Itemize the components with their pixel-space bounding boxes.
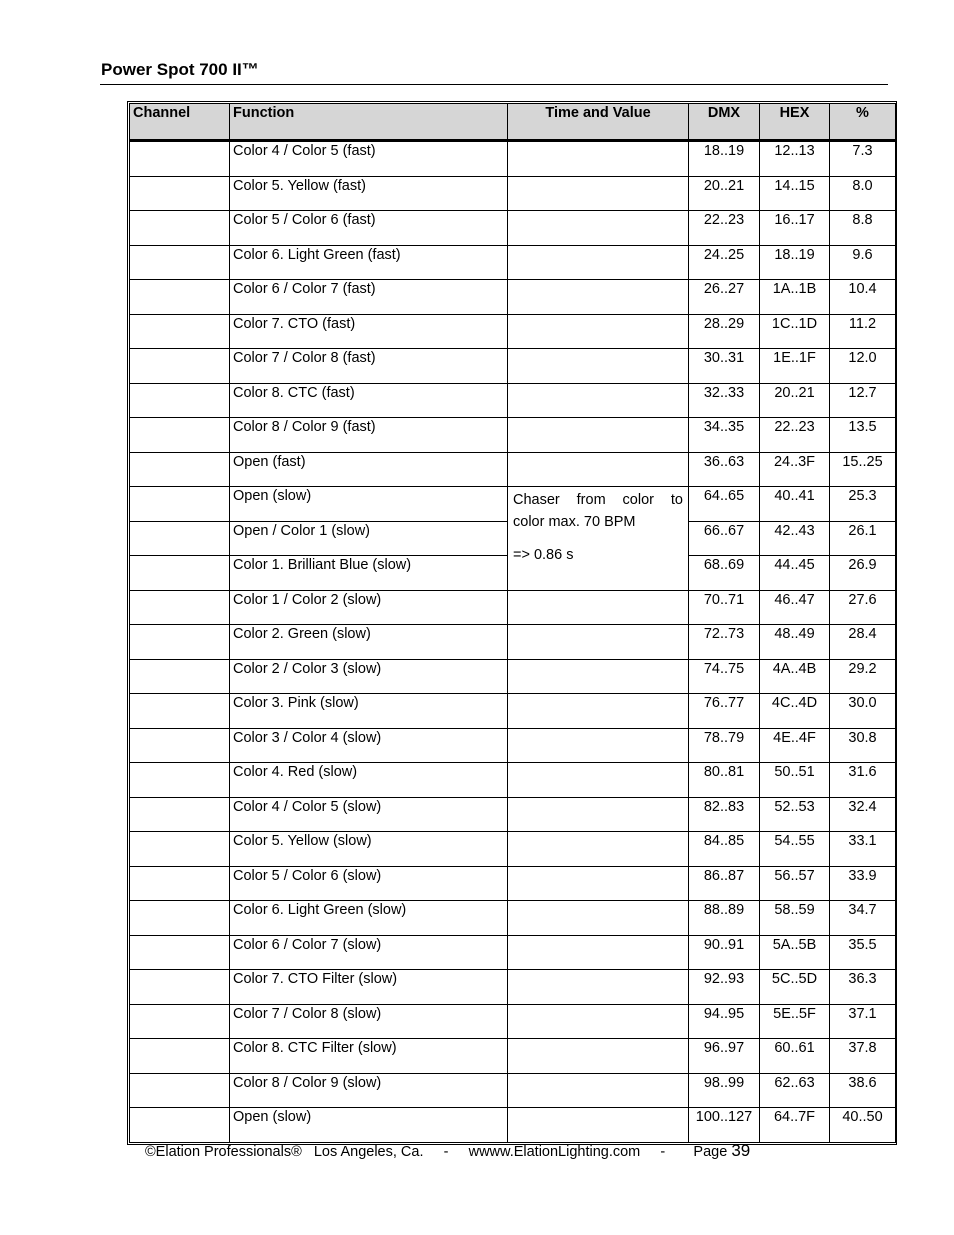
dmx-cell: 22..23: [689, 211, 760, 246]
function-cell: Color 5. Yellow (fast): [230, 176, 508, 211]
hex-cell: 40..41: [760, 487, 830, 522]
hex-cell: 18..19: [760, 245, 830, 280]
hex-cell: 4E..4F: [760, 728, 830, 763]
function-cell: Color 2 / Color 3 (slow): [230, 659, 508, 694]
channel-cell: [130, 556, 230, 591]
table-row: [130, 590, 896, 625]
table-row: [130, 176, 896, 211]
percent-cell: 7.3: [830, 141, 896, 177]
percent-cell: 37.8: [830, 1039, 896, 1074]
table-row: [130, 1108, 896, 1143]
percent-cell: 37.1: [830, 1004, 896, 1039]
function-cell: Color 7. CTO Filter (slow): [230, 970, 508, 1005]
function-cell: Color 8 / Color 9 (fast): [230, 418, 508, 453]
table-row: [130, 797, 896, 832]
hex-cell: 16..17: [760, 211, 830, 246]
page-header: [100, 58, 888, 85]
function-cell: Color 1 / Color 2 (slow): [230, 590, 508, 625]
channel-cell: [130, 832, 230, 867]
time-value-cell: [508, 176, 689, 211]
table-row: [130, 383, 896, 418]
hex-cell: 64..7F: [760, 1108, 830, 1143]
time-value-cell: [508, 935, 689, 970]
time-value-cell: [508, 1108, 689, 1143]
percent-cell: 29.2: [830, 659, 896, 694]
percent-cell: 10.4: [830, 280, 896, 315]
function-cell: Color 1. Brilliant Blue (slow): [230, 556, 508, 591]
table-row: [130, 349, 896, 384]
dmx-cell: 88..89: [689, 901, 760, 936]
table-row: [130, 694, 896, 729]
time-value-cell: [508, 418, 689, 453]
dmx-cell: 68..69: [689, 556, 760, 591]
col-header-channel: Channel: [130, 104, 230, 141]
channel-cell: [130, 452, 230, 487]
time-value-cell: [508, 832, 689, 867]
dmx-cell: 92..93: [689, 970, 760, 1005]
percent-cell: 12.0: [830, 349, 896, 384]
time-value-cell: [508, 625, 689, 660]
time-value-cell: [508, 141, 689, 177]
dmx-cell: 26..27: [689, 280, 760, 315]
dmx-cell: 82..83: [689, 797, 760, 832]
col-header-function: Function: [230, 104, 508, 141]
hex-cell: 5E..5F: [760, 1004, 830, 1039]
percent-cell: 8.0: [830, 176, 896, 211]
function-cell: Color 4. Red (slow): [230, 763, 508, 798]
channel-cell: [130, 659, 230, 694]
table-row: [130, 832, 896, 867]
function-cell: Color 5. Yellow (slow): [230, 832, 508, 867]
function-cell: Color 3 / Color 4 (slow): [230, 728, 508, 763]
percent-cell: 30.0: [830, 694, 896, 729]
hex-cell: 50..51: [760, 763, 830, 798]
time-value-cell: [508, 245, 689, 280]
time-value-cell: [508, 659, 689, 694]
hex-cell: 1C..1D: [760, 314, 830, 349]
percent-cell: 13.5: [830, 418, 896, 453]
dmx-cell: 24..25: [689, 245, 760, 280]
time-value-cell: [508, 797, 689, 832]
function-cell: Color 4 / Color 5 (fast): [230, 141, 508, 177]
function-cell: Open (slow): [230, 487, 508, 522]
function-cell: Color 3. Pink (slow): [230, 694, 508, 729]
function-cell: Open (slow): [230, 1108, 508, 1143]
chaser-note-line2: color max. 70 BPM: [513, 514, 636, 530]
dmx-cell: 74..75: [689, 659, 760, 694]
time-value-cell: [508, 349, 689, 384]
hex-cell: 1E..1F: [760, 349, 830, 384]
hex-cell: 46..47: [760, 590, 830, 625]
percent-cell: 38.6: [830, 1073, 896, 1108]
time-value-cell: [508, 280, 689, 315]
percent-cell: 33.1: [830, 832, 896, 867]
hex-cell: 4A..4B: [760, 659, 830, 694]
hex-cell: 1A..1B: [760, 280, 830, 315]
time-value-cell: [508, 763, 689, 798]
channel-cell: [130, 1004, 230, 1039]
hex-cell: 12..13: [760, 141, 830, 177]
time-value-cell: [508, 901, 689, 936]
function-cell: Color 6. Light Green (fast): [230, 245, 508, 280]
time-value-cell: [508, 728, 689, 763]
percent-cell: 34.7: [830, 901, 896, 936]
table-row: [130, 487, 896, 522]
hex-cell: 24..3F: [760, 452, 830, 487]
dmx-cell: 80..81: [689, 763, 760, 798]
function-cell: Color 8 / Color 9 (slow): [230, 1073, 508, 1108]
percent-cell: 8.8: [830, 211, 896, 246]
channel-cell: [130, 383, 230, 418]
chaser-note-line1: Chaser from color to: [513, 492, 683, 508]
function-cell: Color 8. CTC Filter (slow): [230, 1039, 508, 1074]
time-value-cell: [508, 694, 689, 729]
time-value-cell: [508, 383, 689, 418]
function-cell: Color 6 / Color 7 (fast): [230, 280, 508, 315]
dmx-table-frame: [127, 101, 897, 1145]
percent-cell: 25.3: [830, 487, 896, 522]
dmx-cell: 30..31: [689, 349, 760, 384]
function-cell: Color 8. CTC (fast): [230, 383, 508, 418]
channel-cell: [130, 797, 230, 832]
table-body: [130, 141, 896, 1143]
col-header-time-value: Time and Value: [508, 104, 689, 141]
hex-cell: 62..63: [760, 1073, 830, 1108]
hex-cell: 22..23: [760, 418, 830, 453]
table-row: [130, 1039, 896, 1074]
dmx-cell: 20..21: [689, 176, 760, 211]
time-value-cell: [508, 487, 689, 591]
percent-cell: 36.3: [830, 970, 896, 1005]
hex-cell: 4C..4D: [760, 694, 830, 729]
chaser-note-line3: => 0.86 s: [513, 547, 574, 563]
table-row: [130, 418, 896, 453]
time-value-cell: [508, 1004, 689, 1039]
time-value-cell: [508, 452, 689, 487]
percent-cell: 26.1: [830, 521, 896, 556]
function-cell: Color 6. Light Green (slow): [230, 901, 508, 936]
dmx-cell: 94..95: [689, 1004, 760, 1039]
table-row: [130, 728, 896, 763]
hex-cell: 56..57: [760, 866, 830, 901]
page-number: 39: [731, 1141, 751, 1160]
col-header-percent: %: [830, 104, 896, 141]
table-row: [130, 901, 896, 936]
function-cell: Color 5 / Color 6 (slow): [230, 866, 508, 901]
time-value-cell: [508, 1073, 689, 1108]
table-row: [130, 280, 896, 315]
table-row: [130, 625, 896, 660]
table-row: [130, 314, 896, 349]
dmx-cell: 78..79: [689, 728, 760, 763]
percent-cell: 33.9: [830, 866, 896, 901]
percent-cell: 12.7: [830, 383, 896, 418]
percent-cell: 31.6: [830, 763, 896, 798]
time-value-cell: [508, 1039, 689, 1074]
hex-cell: 54..55: [760, 832, 830, 867]
col-header-hex: HEX: [760, 104, 830, 141]
hex-cell: 5A..5B: [760, 935, 830, 970]
col-header-dmx: DMX: [689, 104, 760, 141]
percent-cell: 26.9: [830, 556, 896, 591]
channel-cell: [130, 314, 230, 349]
dmx-cell: 18..19: [689, 141, 760, 177]
dmx-cell: 72..73: [689, 625, 760, 660]
percent-cell: 9.6: [830, 245, 896, 280]
dmx-cell: 76..77: [689, 694, 760, 729]
channel-cell: [130, 625, 230, 660]
function-cell: Color 7 / Color 8 (fast): [230, 349, 508, 384]
channel-cell: [130, 349, 230, 384]
function-cell: Color 5 / Color 6 (fast): [230, 211, 508, 246]
time-value-cell: [508, 590, 689, 625]
hex-cell: 20..21: [760, 383, 830, 418]
percent-cell: 28.4: [830, 625, 896, 660]
channel-cell: [130, 280, 230, 315]
hex-cell: 5C..5D: [760, 970, 830, 1005]
channel-cell: [130, 1108, 230, 1143]
channel-cell: [130, 176, 230, 211]
percent-cell: 40..50: [830, 1108, 896, 1143]
table-row: [130, 970, 896, 1005]
channel-cell: [130, 245, 230, 280]
channel-cell: [130, 728, 230, 763]
table-row: [130, 866, 896, 901]
dmx-cell: 32..33: [689, 383, 760, 418]
channel-cell: [130, 487, 230, 522]
function-cell: Color 7. CTO (fast): [230, 314, 508, 349]
dmx-cell: 96..97: [689, 1039, 760, 1074]
hex-cell: 58..59: [760, 901, 830, 936]
dmx-cell: 86..87: [689, 866, 760, 901]
function-cell: Color 6 / Color 7 (slow): [230, 935, 508, 970]
channel-cell: [130, 935, 230, 970]
function-cell: Open / Color 1 (slow): [230, 521, 508, 556]
table-row: [130, 245, 896, 280]
hex-cell: 60..61: [760, 1039, 830, 1074]
channel-cell: [130, 418, 230, 453]
channel-cell: [130, 521, 230, 556]
percent-cell: 15..25: [830, 452, 896, 487]
table-row: [130, 763, 896, 798]
hex-cell: 48..49: [760, 625, 830, 660]
table-row: [130, 1004, 896, 1039]
dmx-cell: 84..85: [689, 832, 760, 867]
table-row: [130, 659, 896, 694]
dmx-cell: 36..63: [689, 452, 760, 487]
function-cell: Open (fast): [230, 452, 508, 487]
table-row: [130, 211, 896, 246]
dmx-cell: 70..71: [689, 590, 760, 625]
function-cell: Color 2. Green (slow): [230, 625, 508, 660]
table-row: [130, 935, 896, 970]
table-row: [130, 452, 896, 487]
function-cell: Color 4 / Color 5 (slow): [230, 797, 508, 832]
dmx-cell: 90..91: [689, 935, 760, 970]
dmx-cell: 64..65: [689, 487, 760, 522]
time-value-cell: [508, 970, 689, 1005]
dmx-channel-table: [129, 103, 896, 1143]
page-title: Power Spot 700 II™: [101, 60, 259, 79]
hex-cell: 14..15: [760, 176, 830, 211]
dmx-cell: 34..35: [689, 418, 760, 453]
hex-cell: 44..45: [760, 556, 830, 591]
time-value-cell: [508, 211, 689, 246]
channel-cell: [130, 590, 230, 625]
percent-cell: 35.5: [830, 935, 896, 970]
footer-text: ©Elation Professionals® Los Angeles, Ca. - wwww.ElationLighting.com - Page: [145, 1144, 728, 1160]
percent-cell: 30.8: [830, 728, 896, 763]
dmx-cell: 98..99: [689, 1073, 760, 1108]
time-value-cell: [508, 314, 689, 349]
percent-cell: 27.6: [830, 590, 896, 625]
channel-cell: [130, 1039, 230, 1074]
channel-cell: [130, 211, 230, 246]
dmx-cell: 28..29: [689, 314, 760, 349]
percent-cell: 11.2: [830, 314, 896, 349]
dmx-cell: 66..67: [689, 521, 760, 556]
channel-cell: [130, 970, 230, 1005]
channel-cell: [130, 866, 230, 901]
table-row: [130, 141, 896, 177]
channel-cell: [130, 763, 230, 798]
channel-cell: [130, 901, 230, 936]
channel-cell: [130, 1073, 230, 1108]
dmx-cell: 100..127: [689, 1108, 760, 1143]
channel-cell: [130, 141, 230, 177]
time-value-cell: [508, 866, 689, 901]
page-footer: [145, 1141, 845, 1161]
hex-cell: 52..53: [760, 797, 830, 832]
hex-cell: 42..43: [760, 521, 830, 556]
function-cell: Color 7 / Color 8 (slow): [230, 1004, 508, 1039]
percent-cell: 32.4: [830, 797, 896, 832]
table-row: [130, 1073, 896, 1108]
table-header-row: [130, 104, 896, 141]
channel-cell: [130, 694, 230, 729]
